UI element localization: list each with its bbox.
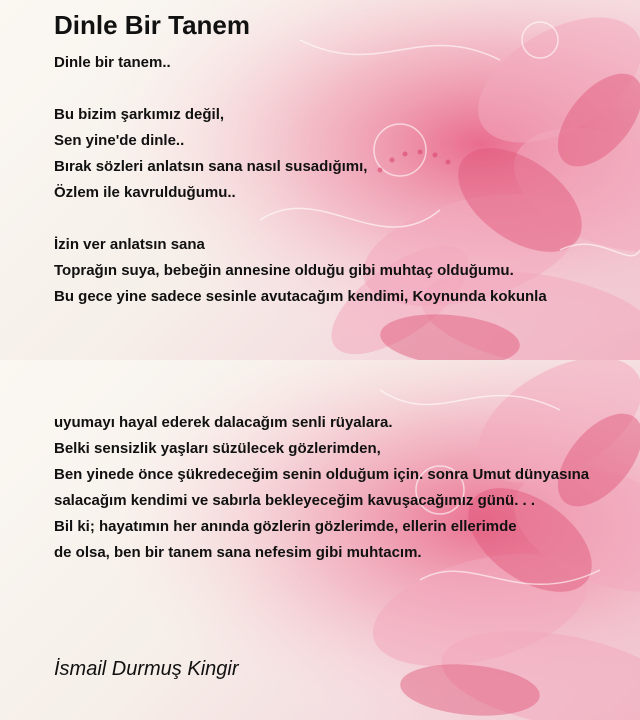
poem-line: salacağım kendimi ve sabırla bekleyeceğim kavuşacağımız günü. . .	[54, 492, 536, 509]
poem-line-blank	[54, 206, 547, 232]
poem-stanza-part2	[54, 410, 589, 566]
poem-stanza-part1	[54, 50, 547, 310]
poem-line: Ben yinede önce şükredeceğim senin olduğum için. sonra Umut dünyasına	[54, 466, 590, 483]
poem-line: Bırak sözleri anlatsın sana nasıl susadığımı,	[54, 158, 368, 175]
poem-title: Dinle Bir Tanem	[54, 10, 251, 40]
poem-line: Belki sensizlik yaşları süzülecek gözlerimden,	[54, 440, 381, 457]
poem-line: uyumayı hayal ederek dalacağım senli rüyalara.	[54, 414, 393, 431]
poem-line: Özlem ile kavrulduğumu..	[54, 184, 236, 201]
poem-line: Bu bizim şarkımız değil,	[54, 106, 225, 123]
poem-line: Sen yine'de dinle..	[54, 132, 185, 149]
poem-line: de olsa, ben bir tanem sana nefesim gibi muhtacım.	[54, 544, 422, 561]
poem-line-blank	[54, 76, 547, 102]
poem-line: İzin ver anlatsın sana	[54, 236, 205, 253]
poem-line: Dinle bir tanem..	[54, 54, 171, 71]
poem-author: İsmail Durmuş Kingir	[54, 658, 239, 680]
poem-line: Bil ki; hayatımın her anında gözlerin gözlerimde, ellerin ellerimde	[54, 518, 517, 535]
poem-line: Bu gece yine sadece sesinle avutacağım kendimi, Koynunda kokunla	[54, 288, 547, 305]
poem-line: Toprağın suya, bebeğin annesine olduğu gibi muhtaç olduğumu.	[54, 262, 514, 279]
